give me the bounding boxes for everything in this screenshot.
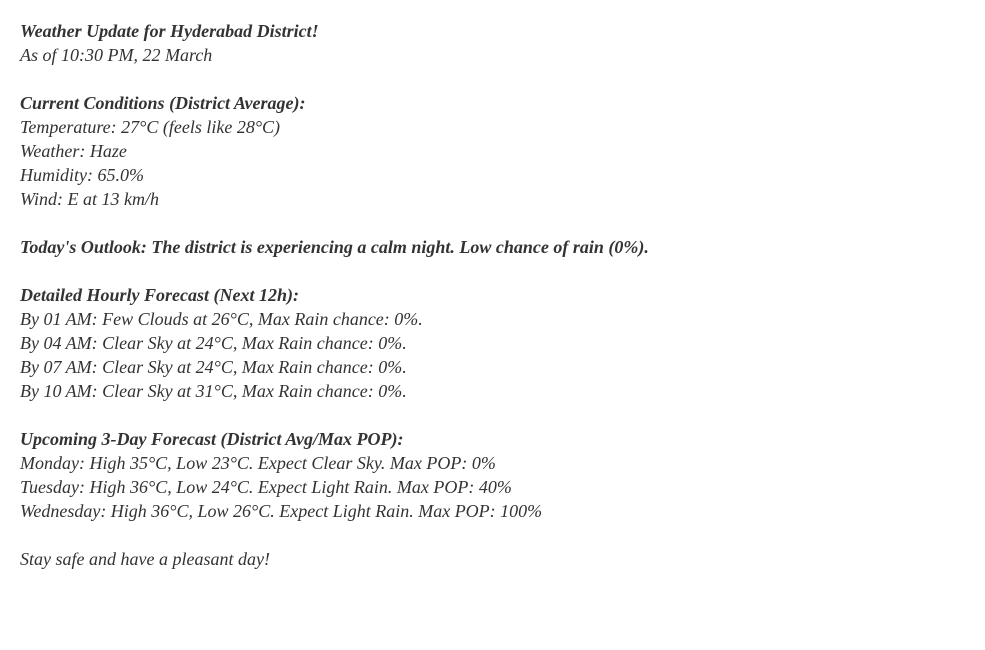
report-title: Weather Update for Hyderabad District! [20,21,319,41]
three-day-forecast-line: Wednesday: High 36°C, Low 26°C. Expect Light Rain. Max POP: 100% [20,501,543,521]
temperature-line: Temperature: 27°C (feels like 28°C) [20,117,281,137]
outlook-section [20,235,965,259]
hourly-forecast-heading: Detailed Hourly Forecast (Next 12h): [20,285,299,305]
hourly-forecast-line: By 10 AM: Clear Sky at 31°C, Max Rain chance: 0%. [20,381,407,401]
wind-line: Wind: E at 13 km/h [20,189,159,209]
closing-section [20,547,965,571]
weather-line: Weather: Haze [20,141,127,161]
hourly-forecast-section [20,283,965,403]
report-timestamp: As of 10:30 PM, 22 March [20,45,213,65]
hourly-forecast-line: By 07 AM: Clear Sky at 24°C, Max Rain chance: 0%. [20,357,407,377]
three-day-forecast-line: Tuesday: High 36°C, Low 24°C. Expect Light Rain. Max POP: 40% [20,477,512,497]
report-header [20,19,965,67]
hourly-forecast-line: By 01 AM: Few Clouds at 26°C, Max Rain chance: 0%. [20,309,423,329]
closing-line: Stay safe and have a pleasant day! [20,549,270,569]
current-conditions-heading: Current Conditions (District Average): [20,93,306,113]
outlook-line: Today's Outlook: The district is experiencing a calm night. Low chance of rain (0%). [20,237,649,257]
hourly-forecast-line: By 04 AM: Clear Sky at 24°C, Max Rain chance: 0%. [20,333,407,353]
current-conditions-section [20,91,965,211]
humidity-line: Humidity: 65.0% [20,165,144,185]
three-day-forecast-section [20,427,965,523]
three-day-forecast-heading: Upcoming 3-Day Forecast (District Avg/Max POP): [20,429,404,449]
three-day-forecast-line: Monday: High 35°C, Low 23°C. Expect Clear Sky. Max POP: 0% [20,453,496,473]
